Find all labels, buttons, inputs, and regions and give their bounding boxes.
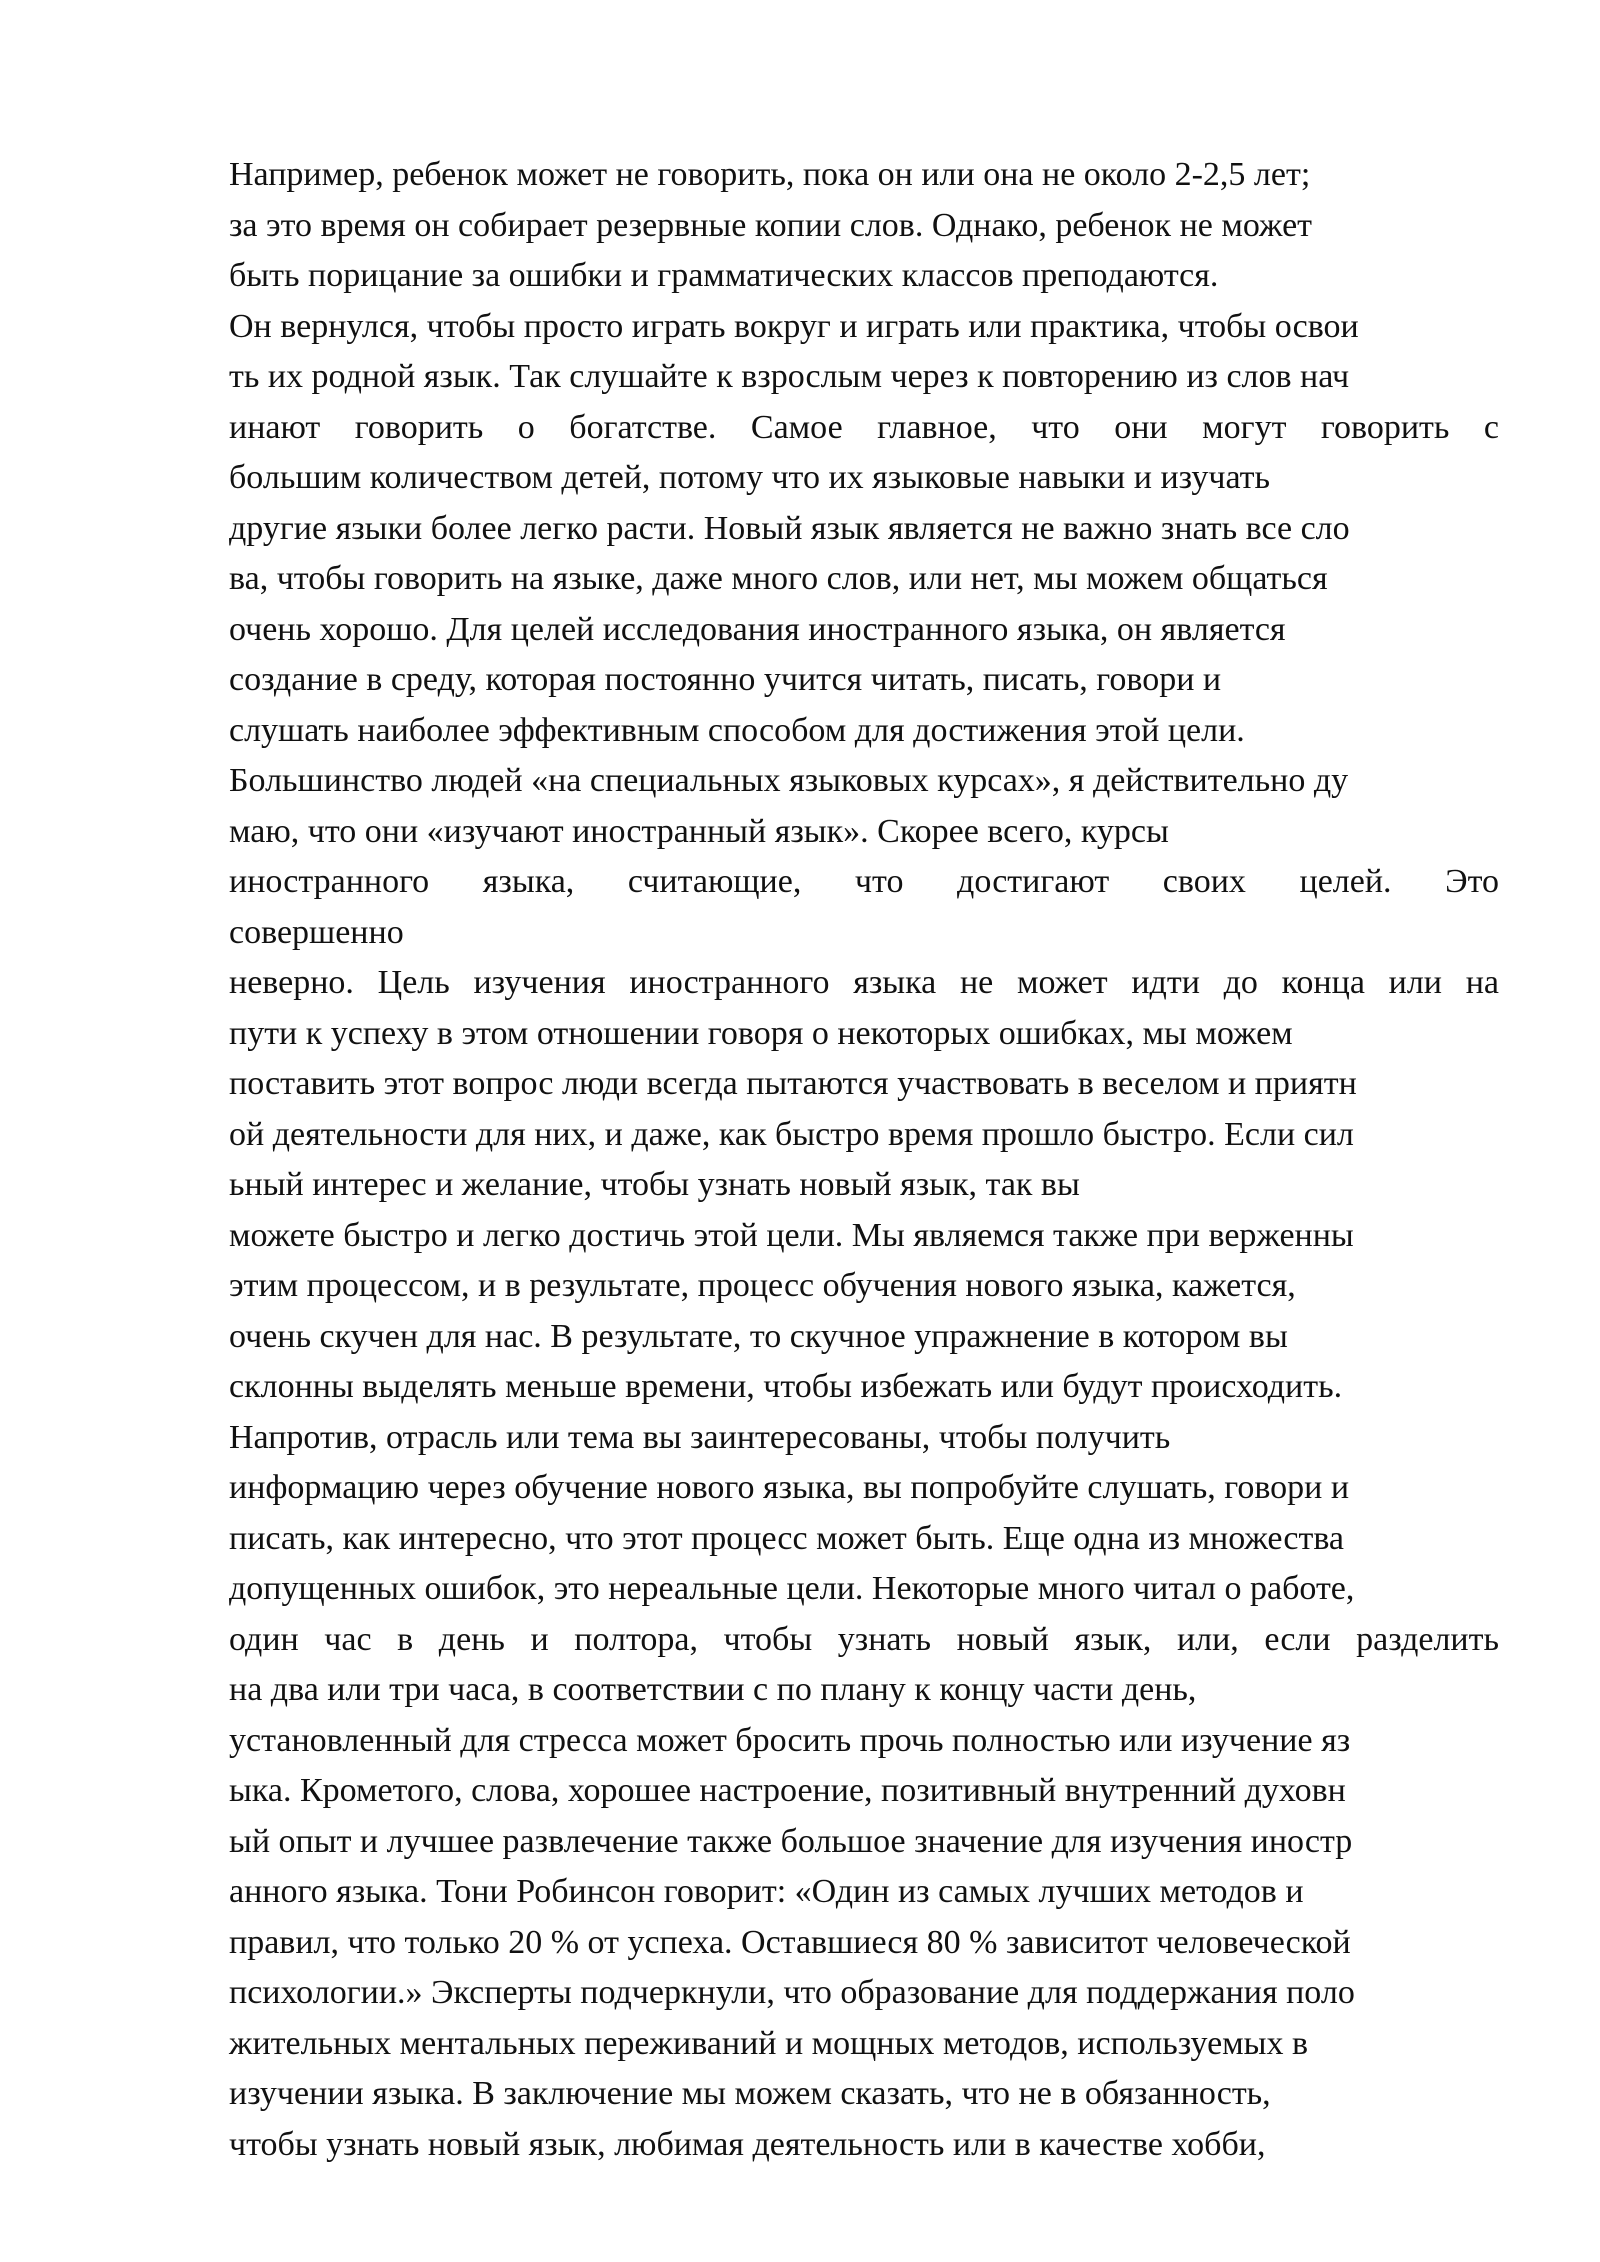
text-line: жительных ментальных переживаний и мощных методов, используемых в xyxy=(229,2024,1309,2062)
text-line: большим количеством детей, потому что их языковые навыки и изучать xyxy=(229,459,1271,496)
text-line: допущенных ошибок, это нереальные цели. Некоторые много читал о работе, xyxy=(229,1570,1355,1607)
text-line: иностранного языка, считающие, что достигают своих целей. Это xyxy=(229,863,1499,900)
text-line: склонны выделять меньше времени, чтобы избежать или будут происходить. xyxy=(229,1368,1343,1405)
text-line: ой деятельности для них, и даже, как быстро время прошло быстро. Если сил xyxy=(229,1115,1354,1153)
text-line: ть их родной язык. Так слушайте к взрослым через к повторению из слов нач xyxy=(229,358,1350,395)
text-line: за это время он собирает резервные копии слов. Однако, ребенок не может xyxy=(229,206,1313,244)
text-line: другие языки более легко расти. Новый язык является не важно знать все сло xyxy=(229,509,1350,547)
text-line: совершенно xyxy=(229,913,404,951)
text-line: инают говорить о богатстве. Самое главное, что они могут говорить с xyxy=(229,408,1499,446)
text-line: информацию через обучение нового языка, вы попробуйте слушать, говори и xyxy=(229,1469,1350,1506)
text-line: этим процессом, и в результате, процесс обучения нового языка, кажется, xyxy=(229,1267,1296,1304)
text-line: быть порицание за ошибки и грамматических классов преподаются. xyxy=(229,257,1219,294)
text-line: неверно. Цель изучения иностранного языка не может идти до конца или на xyxy=(229,964,1499,1001)
text-line: Например, ребенок может не говорить, пока он или она не около 2-2,5 лет; xyxy=(229,156,1311,193)
text-line: ва, чтобы говорить на языке, даже много слов, или нет, мы можем общаться xyxy=(229,560,1328,597)
text-line: правил, что только 20 % от успеха. Оставшиеся 80 % зависитот человеческой xyxy=(229,1923,1351,1961)
text-line: анного языка. Тони Робинсон говорит: «Один из самых лучших методов и xyxy=(229,1873,1304,1910)
text-line: можете быстро и легко достичь этой цели. Мы являемся также при верженны xyxy=(229,1216,1354,1254)
text-line: установленный для стресса может бросить прочь полностью или изучение яз xyxy=(229,1721,1351,1759)
text-line: ый опыт и лучшее развлечение также большое значение для изучения иностр xyxy=(229,1822,1353,1860)
text-line: маю, что они «изучают иностранный язык». Скорее всего, курсы xyxy=(229,812,1169,850)
text-line: очень хорошо. Для целей исследования иностранного языка, он является xyxy=(229,610,1286,648)
text-line: психологии.» Эксперты подчеркнули, что образование для поддержания поло xyxy=(229,1974,1355,2011)
text-line: пути к успеху в этом отношении говоря о некоторых ошибках, мы можем xyxy=(229,1014,1293,1052)
text-line: чтобы узнать новый язык, любимая деятельность или в качестве хобби, xyxy=(229,2125,1266,2163)
text-line: поставить этот вопрос люди всегда пытаются участвовать в веселом и приятн xyxy=(229,1065,1357,1102)
text-line: ьный интерес и желание, чтобы узнать новый язык, так вы xyxy=(229,1166,1080,1203)
text-line: писать, как интересно, что этот процесс может быть. Еще одна из множества xyxy=(229,1519,1345,1557)
text-line: ыка. Крометого, слова, хорошее настроение, позитивный внутренний духовн xyxy=(229,1772,1346,1809)
text-line: очень скучен для нас. В результате, то скучное упражнение в котором вы xyxy=(229,1317,1288,1355)
text-line: слушать наиболее эффективным способом для достижения этой цели. xyxy=(229,711,1245,749)
text-line: Он вернулся, чтобы просто играть вокруг и играть или практика, чтобы освои xyxy=(229,307,1359,345)
text-line: Большинство людей «на специальных языковых курсах», я действительно ду xyxy=(229,762,1349,799)
text-line: один час в день и полтора, чтобы узнать новый язык, или, если разделить xyxy=(229,1620,1499,1658)
text-line: на два или три часа, в соответствии с по плану к концу части день, xyxy=(229,1671,1197,1708)
text-line: изучении языка. В заключение мы можем сказать, что не в обязанность, xyxy=(229,2075,1271,2112)
body-text xyxy=(229,150,1499,2170)
text-line: Напротив, отрасль или тема вы заинтересованы, чтобы получить xyxy=(229,1418,1171,1456)
text-line: создание в среду, которая постоянно учится читать, писать, говори и xyxy=(229,661,1222,698)
